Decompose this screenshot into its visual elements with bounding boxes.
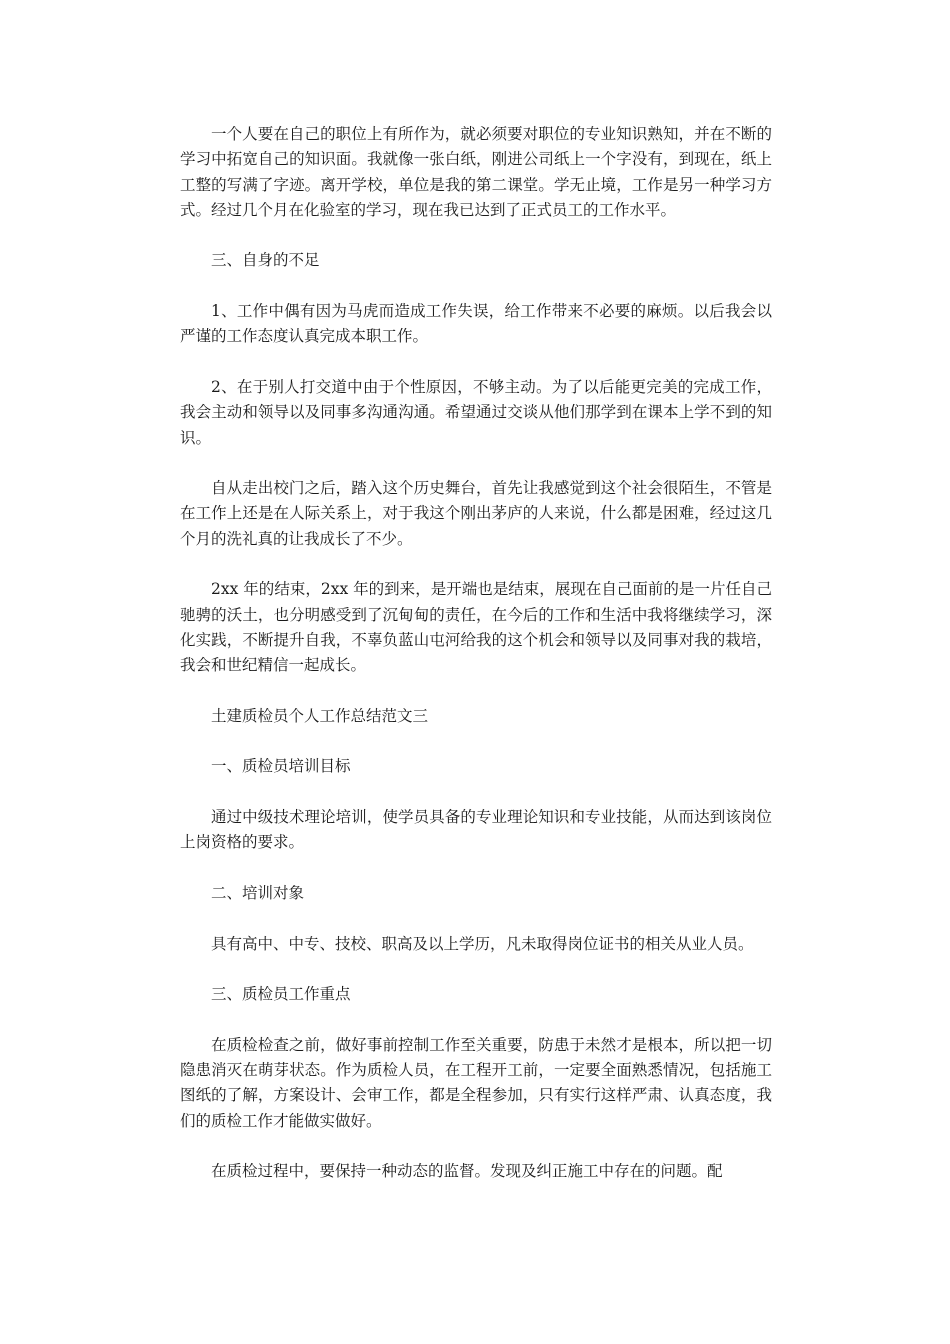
paragraph: 具有高中、中专、技校、职高及以上学历，凡未取得岗位证书的相关从业人员。 [211, 934, 754, 953]
paragraph: 2、在于别人打交道中由于个性原因，不够主动。为了以后能更完美的完成工作，我会主动和领导以及同事多沟通沟通。希望通过交谈从他们那学到在课本上学不到的知识。 [180, 377, 772, 447]
section-heading: 一、质检员培训目标 [211, 757, 351, 776]
section-heading: 二、培训对象 [211, 883, 305, 902]
paragraph: 在质检过程中，要保持一种动态的监督。发现及纠正施工中存在的问题。配 [211, 1162, 723, 1181]
paragraph: 1、工作中偶有因为马虎而造成工作失误，给工作带来不必要的麻烦。以后我会以严谨的工作态度认真完成本职工作。 [180, 302, 772, 346]
paragraph: 通过中级技术理论培训，使学员具备的专业理论知识和专业技能，从而达到该岗位上岗资格的要求。 [180, 808, 772, 852]
paragraph: 一个人要在自己的职位上有所作为，就必须要对职位的专业知识熟知，并在不断的学习中拓宽自己的知识面。我就像一张白纸，刚进公司纸上一个字没有，到现在，纸上工整的写满了字迹。离开学校，单位是我的第二课堂。学无止境，工作是另一种学习方式。经过几个月在化验室的学习，现在我已达到了正式员工的工作水平。 [180, 125, 772, 219]
article-title: 土建质检员个人工作总结范文三 [211, 706, 429, 725]
paragraph: 自从走出校门之后，踏入这个历史舞台，首先让我感觉到这个社会很陌生，不管是在工作上还是在人际关系上，对于我这个刚出茅庐的人来说，什么都是困难，经过这几个月的洗礼真的让我成长了不少。 [180, 479, 772, 548]
paragraph: 2xx 年的结束，2xx 年的到来，是开端也是结束，展现在自己面前的是一片任自己驰骋的沃土，也分明感受到了沉甸甸的责任，在今后的工作和生活中我将继续学习，深化实践，不断提升自我，不辜负蓝山屯河给我的这个机会和领导以及同事对我的栽培，我会和世纪精信一起成长。 [180, 580, 772, 675]
section-heading: 三、质检员工作重点 [211, 985, 351, 1004]
paragraph: 在质检检查之前，做好事前控制工作至关重要，防患于未然才是根本，所以把一切隐患消灭在萌芽状态。作为质检人员，在工程开工前，一定要全面熟悉情况，包括施工图纸的了解，方案设计、会审工作，都是全程参加，只有实行这样严肃、认真态度，我们的质检工作才能做实做好。 [180, 1035, 772, 1130]
document-body [180, 122, 772, 1210]
section-heading: 三、自身的不足 [211, 251, 320, 270]
